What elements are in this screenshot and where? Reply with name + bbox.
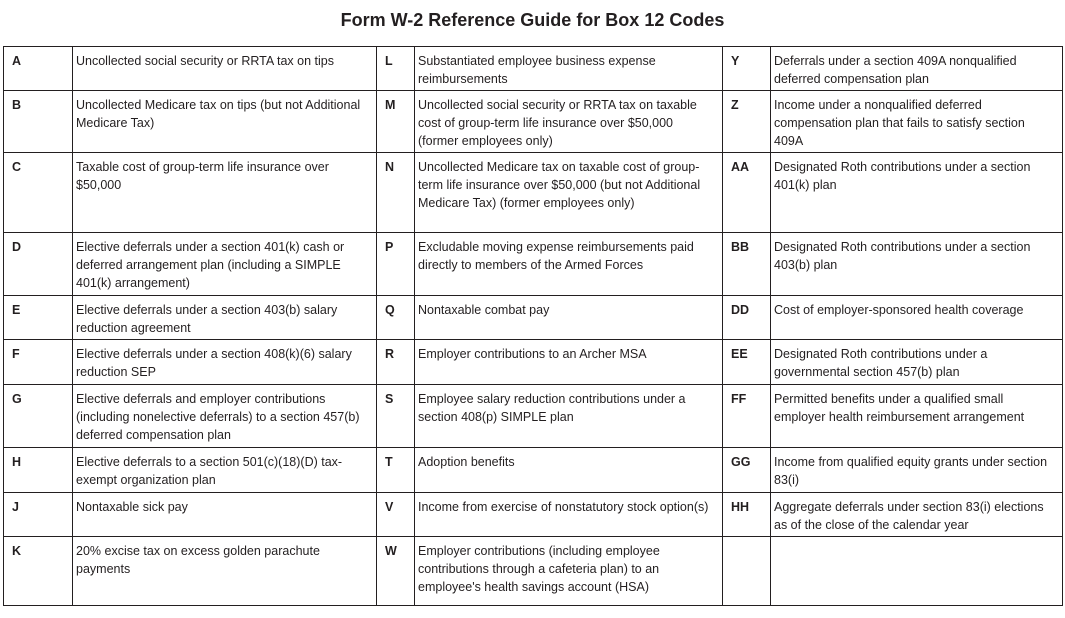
description-cell: Employer contributions (including employee contributions through a cafeteria plan) to an employee's health savings account (HSA) [415,537,723,606]
page-title: Form W-2 Reference Guide for Box 12 Codes [340,10,725,30]
description-cell: Permitted benefits under a qualified small employer health reimbursement arrangement [771,385,1063,448]
code-cell: H [4,448,73,493]
code-cell: E [4,296,73,340]
table-row [4,296,1063,340]
description-cell: Cost of employer-sponsored health coverage [771,296,1063,340]
description-cell: Nontaxable combat pay [415,296,723,340]
code-cell: L [377,47,415,91]
table-row [4,153,1063,233]
description-cell [771,537,1063,606]
description-cell: Substantiated employee business expense reimbursements [415,47,723,91]
code-cell: T [377,448,415,493]
table-row [4,47,1063,91]
description-cell: Designated Roth contributions under a section 403(b) plan [771,233,1063,296]
code-cell: EE [723,340,771,385]
code-cell: B [4,91,73,153]
box12-codes-table [3,46,1063,606]
code-cell: GG [723,448,771,493]
description-cell: Elective deferrals under a section 408(k)(6) salary reduction SEP [73,340,377,385]
code-cell: P [377,233,415,296]
code-cell: A [4,47,73,91]
code-cell: AA [723,153,771,233]
code-cell: M [377,91,415,153]
table-row [4,493,1063,537]
description-cell: Aggregate deferrals under section 83(i) elections as of the close of the calendar year [771,493,1063,537]
description-cell: Uncollected Medicare tax on tips (but not Additional Medicare Tax) [73,91,377,153]
code-cell: S [377,385,415,448]
description-cell: Nontaxable sick pay [73,493,377,537]
description-cell: Income from qualified equity grants under section 83(i) [771,448,1063,493]
code-cell: DD [723,296,771,340]
description-cell: Elective deferrals under a section 401(k) cash or deferred arrangement plan (including a SIMPLE 401(k) arrangement) [73,233,377,296]
code-cell [723,537,771,606]
description-cell: Elective deferrals under a section 403(b) salary reduction agreement [73,296,377,340]
description-cell: 20% excise tax on excess golden parachute payments [73,537,377,606]
code-cell: V [377,493,415,537]
code-cell: Y [723,47,771,91]
description-cell: Designated Roth contributions under a section 401(k) plan [771,153,1063,233]
table-row [4,537,1063,606]
code-cell: K [4,537,73,606]
code-cell: W [377,537,415,606]
code-cell: R [377,340,415,385]
code-cell: D [4,233,73,296]
table-row [4,448,1063,493]
code-cell: HH [723,493,771,537]
description-cell: Income from exercise of nonstatutory stock option(s) [415,493,723,537]
table-row [4,233,1063,296]
code-cell: Z [723,91,771,153]
description-cell: Uncollected social security or RRTA tax on taxable cost of group-term life insurance over $50,000 (former employees only) [415,91,723,153]
table-row [4,340,1063,385]
description-cell: Uncollected social security or RRTA tax on tips [73,47,377,91]
description-cell: Elective deferrals to a section 501(c)(18)(D) tax-exempt organization plan [73,448,377,493]
code-cell: C [4,153,73,233]
code-cell: N [377,153,415,233]
description-cell: Employer contributions to an Archer MSA [415,340,723,385]
description-cell: Income under a nonqualified deferred compensation plan that fails to satisfy section 409A [771,91,1063,153]
code-cell: FF [723,385,771,448]
code-cell: F [4,340,73,385]
code-cell: Q [377,296,415,340]
description-cell: Designated Roth contributions under a governmental section 457(b) plan [771,340,1063,385]
description-cell: Excludable moving expense reimbursements paid directly to members of the Armed Forces [415,233,723,296]
description-cell: Uncollected Medicare tax on taxable cost of group-term life insurance over $50,000 (but not Additional Medicare Tax) (former employees only) [415,153,723,233]
code-cell: BB [723,233,771,296]
code-cell: J [4,493,73,537]
description-cell: Taxable cost of group-term life insurance over $50,000 [73,153,377,233]
description-cell: Elective deferrals and employer contributions (including nonelective deferrals) to a section 457(b) deferred compensation plan [73,385,377,448]
description-cell: Deferrals under a section 409A nonqualified deferred compensation plan [771,47,1063,91]
table-row [4,91,1063,153]
code-cell: G [4,385,73,448]
description-cell: Employee salary reduction contributions under a section 408(p) SIMPLE plan [415,385,723,448]
description-cell: Adoption benefits [415,448,723,493]
table-row [4,385,1063,448]
